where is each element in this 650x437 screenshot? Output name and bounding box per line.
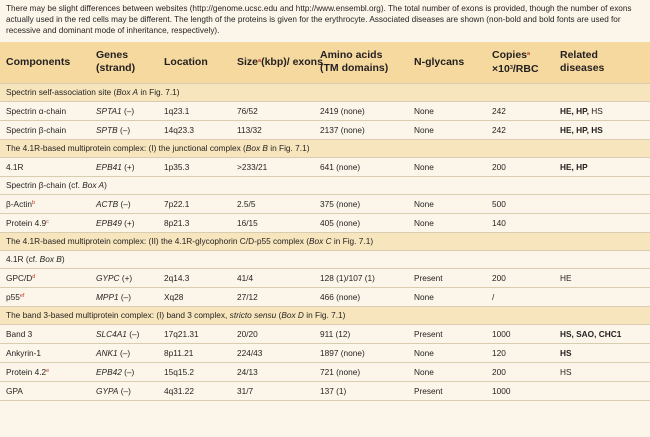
- header-row: [0, 42, 650, 83]
- header-location: Location: [158, 42, 231, 83]
- section-glycophorin-p55-complex: The 4.1R-based multiprotein complex: (II) the 4.1R-glycophorin C/D-p55 complex (Box C in Fig. 7.1): [0, 232, 650, 250]
- section-junctional-complex: The 4.1R-based multiprotein complex: (I) the junctional complex (Box B in Fig. 7.1): [0, 139, 650, 157]
- header-genes: Genes (strand): [90, 42, 158, 83]
- header-copies: Copies$^a$ $\times 10^3$/RBC: [486, 42, 554, 83]
- section-row: [0, 306, 650, 324]
- table-row: $p55^{ef}$ MPP1 (–) Xq28 27/12 466 (none) None /: [0, 287, 650, 306]
- subsection-spectrin-beta: Spectrin β-chain (cf. Box A): [0, 176, 650, 194]
- table-row: Protein 4.9$^c$ EPB49 (+) 8p21.3 16/15 405 (none) None 140: [0, 213, 650, 232]
- table-row: β-Actin$^b$ ACTB (–) 7p22.1 2.5/5 375 (none) None 500: [0, 194, 650, 213]
- table-row: Band 3 SLC4A1 (–) 17q21.31 20/20 911 (12) Present 1000 HS, SAO, CHC1: [0, 324, 650, 343]
- section-row: [0, 139, 650, 157]
- protein-table: [0, 42, 650, 401]
- section-spectrin-self-association: Spectrin self-association site (Box A in Fig. 7.1): [0, 83, 650, 101]
- table-caption-note: There may be slight differences between websites (http://genome.ucsc.edu and http://www.ensembl.org). The total number of exons is provided, though the number of exons actually used in the red cells may be different. The length of the proteins is given for the erythrocyte. Associated diseases are shown (non-bold and bold fonts are used for recessive and dominant mode of inheritance, respectively).: [6, 4, 632, 35]
- table-row: Protein 4.2e EPB42 (–) 15q15.2 24/13 721 (none) None 200 HS: [0, 362, 650, 381]
- section-row: [0, 83, 650, 101]
- section-row: [0, 232, 650, 250]
- table-row: Spectrin β-chain SPTB (–) 14q23.3 113/32 2137 (none) None 242 HE, HP, HS: [0, 120, 650, 139]
- header-related-diseases: Related diseases: [554, 42, 650, 83]
- subsection-row: [0, 250, 650, 268]
- table-row: Ankyrin-1 ANK1 (–) 8p11.21 224/43 1897 (none) None 120 HS: [0, 343, 650, 362]
- header-size: Size$^a$(kbp)/ exons: [231, 42, 314, 83]
- header-amino-acids: Amino acids (TM domains): [314, 42, 408, 83]
- subsection-4-1r: 4.1R (cf. Box B): [0, 250, 650, 268]
- header-components: Components: [0, 42, 90, 83]
- table-row: GPA GYPA (–) 4q31.22 31/7 137 (1) Present 1000: [0, 381, 650, 400]
- header-n-glycans: N-glycans: [408, 42, 486, 83]
- table-row: GPC/$D^d$ GYPC (+) 2q14.3 41/4 128 (1)/107 (1) Present 200 HE: [0, 268, 650, 287]
- subsection-row: [0, 176, 650, 194]
- table-row: 4.1R EPB41 (+) 1p35.3 >233/21 641 (none) None 200 HE, HP: [0, 157, 650, 176]
- table-row: Spectrin α-chain SPTA1 (–) 1q23.1 76/52 2419 (none) None 242 HE, HP, HS: [0, 101, 650, 120]
- section-band3-complex: The band 3-based multiprotein complex: (I) band 3 complex, stricto sensu (Box D in Fig. 7.1): [0, 306, 650, 324]
